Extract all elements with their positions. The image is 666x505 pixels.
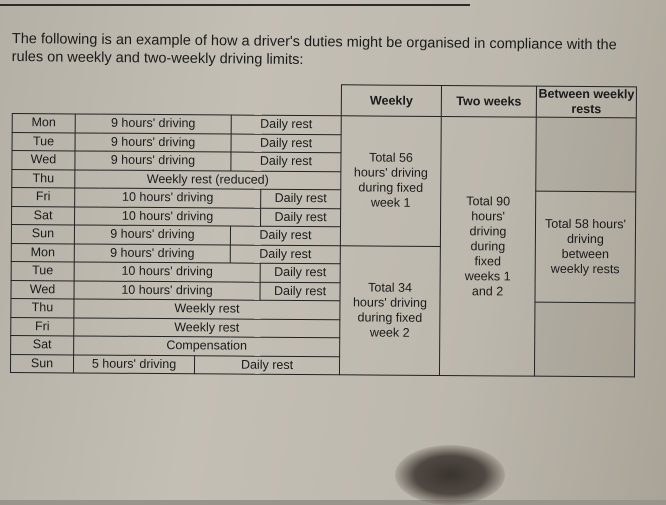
between-rest-blank-bottom	[534, 302, 635, 377]
day-cell: Wed	[12, 151, 75, 170]
rest-cell: Daily rest	[231, 115, 341, 134]
rest-cell: Daily rest	[260, 282, 340, 301]
rest-cell: Daily rest	[230, 245, 340, 264]
rest-cell: Daily rest	[230, 226, 340, 245]
driving-cell: 10 hours' driving	[75, 206, 261, 226]
full-cell: Compensation	[74, 336, 340, 356]
driving-cell: 10 hours' driving	[74, 262, 260, 282]
day-cell: Sat	[12, 206, 75, 225]
day-cell: Tue	[11, 261, 74, 280]
rest-cell: Daily rest	[231, 152, 341, 171]
between-rest-blank-top	[536, 117, 637, 192]
between-total: Total 58 hours' driving between weekly rests	[535, 191, 636, 303]
week1-total: Total 56 hours' driving during fixed week 1	[340, 116, 441, 246]
header-between-weekly-rests: Between weekly rests	[536, 86, 636, 118]
driving-cell: 9 hours' driving	[74, 225, 230, 245]
page-rule	[0, 4, 470, 6]
rest-cell: Daily rest	[261, 189, 341, 208]
driving-cell: 9 hours' driving	[75, 114, 231, 134]
rest-cell: Daily rest	[260, 208, 340, 227]
full-cell: Weekly rest	[74, 299, 340, 319]
driving-cell: 9 hours' driving	[75, 151, 231, 171]
day-cell: Wed	[11, 280, 74, 299]
rest-cell: Daily rest	[231, 134, 341, 153]
blank-header	[12, 83, 341, 116]
intro-text: The following is an example of how a driver's duties might be organised in compliance with the rules on weekly and two-weekly driving limits:	[11, 30, 617, 69]
driving-cell: 10 hours' driving	[75, 188, 261, 208]
day-cell: Fri	[11, 317, 74, 336]
day-cell: Sun	[10, 354, 73, 373]
day-cell: Thu	[12, 169, 75, 188]
day-cell: Sat	[11, 335, 74, 354]
day-cell: Thu	[11, 298, 74, 317]
day-cell: Tue	[12, 132, 75, 151]
driving-cell: 5 hours' driving	[73, 354, 194, 373]
header-two-weeks: Two weeks	[441, 85, 536, 117]
day-cell: Fri	[12, 188, 75, 207]
full-cell: Weekly rest (reduced)	[75, 169, 341, 189]
day-cell: Sun	[11, 225, 74, 244]
week2-total: Total 34 hours' driving during fixed week 2	[339, 245, 440, 375]
day-cell: Mon	[11, 243, 74, 262]
rest-cell: Daily rest	[194, 355, 339, 375]
shadow-smudge	[395, 445, 505, 505]
full-cell: Weekly rest	[74, 317, 340, 337]
driving-cell: 9 hours' driving	[74, 243, 230, 263]
duty-schedule-table	[10, 82, 637, 377]
two-week-total: Total 90 hours' driving during fixed weeks 1 and 2	[439, 116, 536, 376]
driving-cell: 9 hours' driving	[75, 132, 231, 152]
day-cell: Mon	[12, 114, 75, 133]
header-row	[12, 83, 636, 118]
driving-cell: 10 hours' driving	[74, 280, 260, 300]
schedule-table-wrap	[10, 82, 637, 377]
rest-cell: Daily rest	[260, 263, 340, 282]
header-weekly: Weekly	[341, 85, 441, 117]
